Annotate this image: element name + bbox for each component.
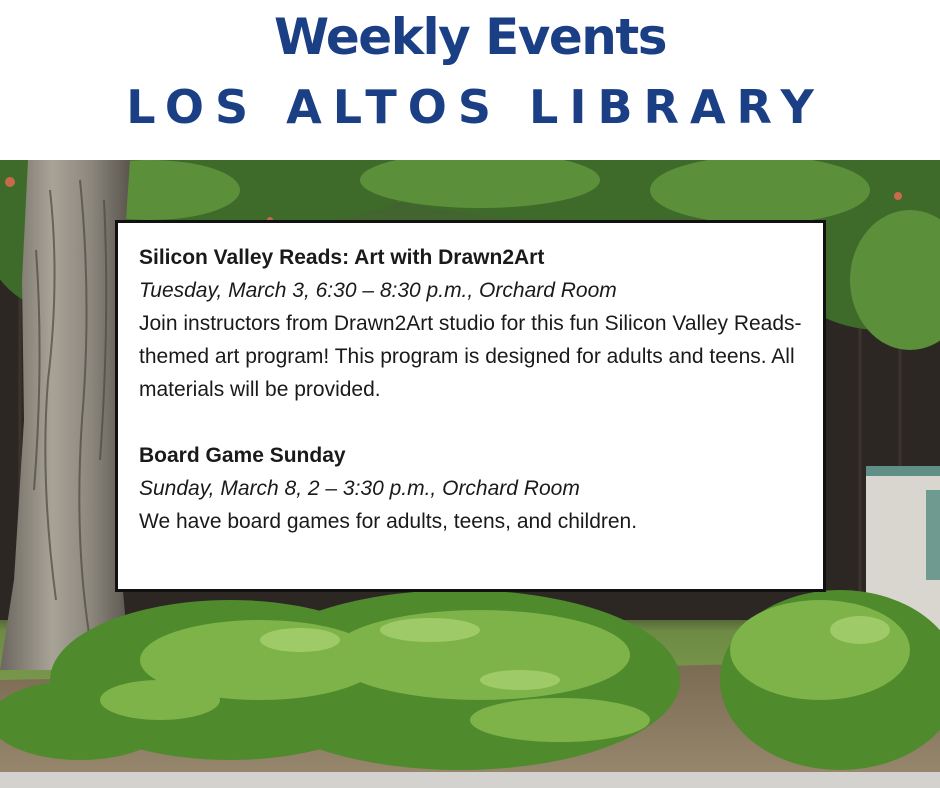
event-item (139, 439, 803, 538)
event-title: Board Game Sunday (139, 444, 346, 467)
event-datetime: Sunday, March 8, 2 – 3:30 p.m., Orchard Room (139, 477, 580, 500)
event-description: We have board games for adults, teens, and children. (139, 510, 638, 533)
header (0, 0, 940, 160)
page-subtitle: LOS ALTOS LIBRARY (126, 80, 825, 134)
event-item (139, 241, 803, 406)
event-datetime: Tuesday, March 3, 6:30 – 8:30 p.m., Orchard Room (139, 279, 617, 302)
event-title: Silicon Valley Reads: Art with Drawn2Art (139, 246, 545, 269)
page-title: Weekly Events (274, 8, 666, 66)
event-description: Join instructors from Drawn2Art studio for this fun Silicon Valley Reads-themed art program! This program is designed for adults and teens. All materials will be provided. (139, 312, 802, 401)
events-card (115, 220, 826, 592)
event-spacer (139, 406, 803, 439)
